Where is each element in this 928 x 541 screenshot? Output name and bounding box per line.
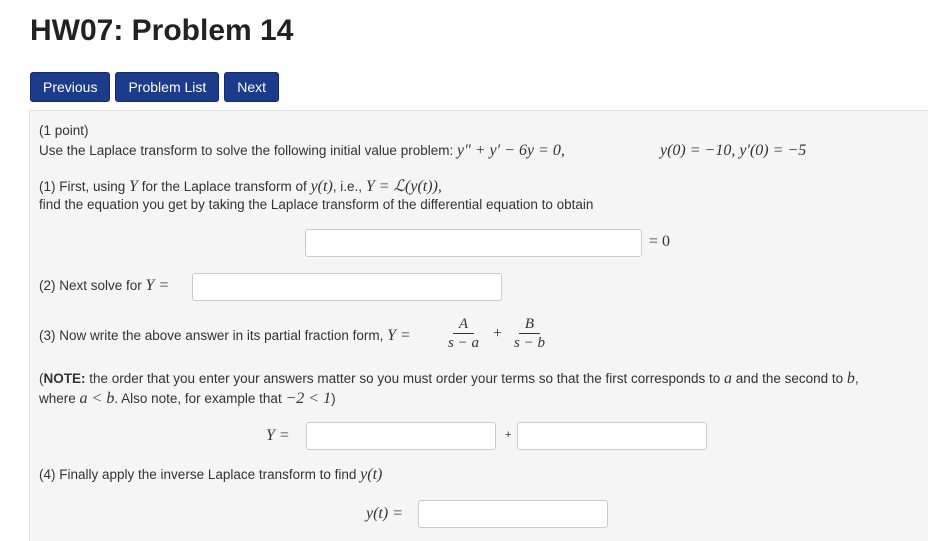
partial-Y-label: Y = [266,427,290,444]
part3-Y-equals: Y = [387,327,411,344]
note-line1 [39,370,859,388]
note-text-c: and the second to [732,371,847,386]
part4-line [39,466,382,484]
inverse-laplace-input[interactable] [418,500,608,528]
initial-conditions: y(0) = −10, y′(0) = −5 [660,142,807,159]
part1-text-c: , i.e., [332,179,363,194]
fraction-A-denominator: s − a [448,335,479,351]
part4-yt: y(t) [360,466,383,483]
part1-text-a: (1) First, using [39,179,126,194]
note-condition: a < b [79,390,115,407]
note-label: NOTE: [43,371,86,386]
part1-Y: Y [129,178,138,195]
part2-Y-equals: Y = [145,277,170,294]
partial-fraction-term2-input[interactable] [517,422,707,450]
note-close-paren: ) [331,391,336,406]
part3-text: (3) Now write the above answer in its partial fraction form, [39,328,384,343]
part1-yt: y(t) [310,178,333,195]
partial-fraction-term1-input[interactable] [306,422,496,450]
partial-plus: + [505,429,512,441]
solve-Y-input[interactable] [192,273,502,301]
page-title: HW07: Problem 14 [30,14,294,47]
part1-text-b: for the Laplace transform of [141,179,307,194]
note-var-b: b [846,370,855,387]
fraction-B-numerator: B [519,316,540,334]
equals-zero: = 0 [649,233,671,250]
fraction-B [510,316,549,351]
intro-text: Use the Laplace transform to solve the following initial value problem: [39,143,454,158]
laplace-equation-input[interactable] [305,229,642,257]
part2-line [39,277,169,295]
previous-button[interactable]: Previous [30,72,110,102]
yt-label: y(t) = [366,505,403,522]
part1-definition: Y = ℒ(y(t)), [365,178,442,195]
fraction-A [444,316,483,351]
note-example: −2 < 1 [285,390,332,407]
part2-text: (2) Next solve for [39,278,142,293]
note-text-d: , [854,371,859,386]
part1-line2: find the equation you get by taking the Laplace transform of the differential equation to obtain [39,197,594,212]
fraction-B-denominator: s − b [514,335,545,351]
fraction-A-numerator: A [453,316,474,334]
note-var-a: a [724,370,733,387]
problem-navigation [30,72,279,102]
part3-line [39,327,411,345]
part1-line1 [39,176,442,196]
note-line2 [39,390,336,408]
note-line2-text-a: where [39,391,76,406]
note-line2-text-b: . Also note, for example that [114,391,282,406]
next-button[interactable]: Next [224,72,279,102]
ode-equation: y″ + y′ − 6y = 0, [456,142,565,159]
points-label: (1 point) [39,123,89,138]
problem-statement [39,142,565,160]
problem-panel [29,110,928,541]
note-open-paren: ( [39,371,44,386]
problem-list-button[interactable]: Problem List [115,72,219,102]
note-text-b: the order that you enter your answers matter so you must order your terms so that the first corresponds to [85,371,725,386]
part4-text: (4) Finally apply the inverse Laplace transform to find [39,467,357,482]
fraction-plus: + [493,325,503,342]
